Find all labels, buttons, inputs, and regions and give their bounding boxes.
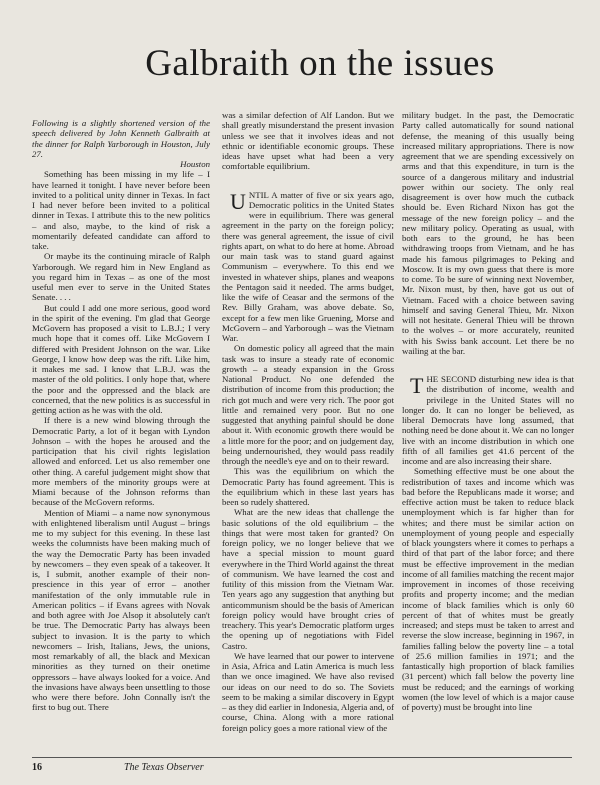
footer-rule — [32, 757, 572, 758]
lead-caps: HE SECOND — [426, 374, 477, 384]
dateline: Houston — [180, 159, 210, 169]
lead-caps: NTIL — [248, 189, 269, 200]
drop-cap: U — [230, 188, 246, 214]
paragraph: What are the new ideas that challenge the basic solutions of the old equilibrium – the things that were most taken for granted? On foreign policy, we no longer believe that we have a special mission to mount guard everywhere in the Third World against the threat of communism. We have learned the cost and futility of this mission from the Vietnam War. Ten years ago any suggestion that anything but anticommunism should be the basis of American foreign policy would have brought cries of treachery. This year's Democratic platform urges the opening up of negotiations with Fidel Castro. — [222, 507, 394, 651]
paragraph: On domestic policy all agreed that the main task was to insure a steady rate of economic growth – a steady expansion in the Gross National Product. No one defended the distribution of income from this production; the rich got much and were very rich. The poor got little and remained very poor. But no one suggested that anything painful should be done about it. With economic growth there would be a little more for the poor; and on judgement day, being undernourished, they would pass readily through the needle's eye and on to their reward. — [222, 343, 394, 466]
paragraph: If there is a new wind blowing through the Democratic Party, a lot of it began with Lyndon Johnson – with the hopes he aroused and the participation that his civil rights legislation allowed and enforced. Let us also remember one other thing. A careful judgement might show that more members of the minority groups were at Miami because of the Johnson reforms than because of the McGovern reforms. — [32, 415, 210, 508]
page-number: 16 — [32, 762, 42, 773]
section-gap — [222, 172, 394, 190]
lead-rest: disturbing new idea is that the distribution of income, wealth and privilege in the United States will no longer do. It can no longer be believed, as liberal Democrats have long assumed, that nothing need be done about it. We can no longer live with an income distribution in which one fifth of all families get 41.6 percent of the income and are also increasing their share. — [402, 374, 574, 466]
section-lead — [402, 374, 574, 466]
paragraph: We have learned that our power to intervene in Asia, Africa and Latin America is much less than we once imagined. We have also revised our ideas on our need to do so. The Soviets seem to be making a similar discovery in Egypt – as they did earlier in Indonesia, Algeria and, of course, China. Along with a more rational foreign policy goes a more rational view of the — [222, 650, 394, 733]
section-lead — [222, 190, 394, 344]
intro-note: Following is a slightly shortened version of the speech delivered by John Kenneth Galbraith at the dinner for Ralph Yarborough in Houston, July 27. — [32, 118, 210, 159]
article-title: Galbraith on the issues — [145, 43, 495, 84]
section-gap — [402, 356, 574, 374]
paragraph: was a similar defection of Alf Landon. But we shall greatly misunderstand the present invasion unless we see that it involves ideas and not ethnic or identifiable economic groups. These ideas have upset what had been a very comfortable equilibrium. — [222, 110, 394, 172]
drop-cap: T — [410, 373, 424, 398]
paragraph: Something has been missing in my life – I have learned it tonight. I have never before been invited to a political unity dinner in Texas. In fact I had never before been invited to a political dinner in Texas. I attribute this to the new politics – and also, maybe, to the kind of risk a momentarily defeated candidate can afford to take. — [32, 169, 210, 251]
column-2 — [222, 110, 394, 733]
paragraph: But could I add one more serious, good word in the spirit of the evening. I'm glad that George McGovern has proposed a visit to L.B.J.; I very much hope that it comes off. Like McGovern I differed with President Johnson on the war. Like George, I know how deep was the rift. Like him, it makes me sad. I know that L.B.J. was the master of the old politics. I only hope that, where the poor and the oppressed and the black are concerned, that the new politics is as successful in getting action as he was with the old. — [32, 302, 210, 415]
lead-rest: A matter of five or six years ago, Democratic politics in the United States were in equilibrium. There was general agreement in the party on the foreign policy; there was general agreement, the issue of civil rights apart, on what to do here at home. Abroad our main task was to stand guard against Communism – everywhere. To this end we invested in whatever ships, planes and weapons the Pentagon said it needed. The arms budget, like the wife of Ceasar and the sermons of the Rev. Billy Graham, was above debate. So, except for a few men like Gruening, Morse and McGovern – and Yarborough – was the Vietnam War. — [222, 189, 394, 343]
paragraph: Mention of Miami – a name now synonymous with enlightened liberalism until August – brings me to my subject for this evening. In these last weeks the columnists have been making much of the way the Democratic Party has been invaded by newcomers – they even speak of a takeover. It is, I submit, another example of their non-prescience in this year of error – another manifestation of the only immutable rule in American politics – if Evans agrees with Novak and both agree with Joe Alsop it absolutely can't be true. The Democratic Party has always been subject to invasion. It is the party to which newcomers – Irish, Italians, Jews, the unions, most remarkably of all, the black and Mexican minorities as they turned on their onetime oppressors – have always looked for a voice. And the invasions have always been unsettling to those who were there before. John Connally isn't the first to bug out. There — [32, 507, 210, 713]
column-3 — [402, 110, 574, 712]
paragraph: This was the equilibrium on which the Democratic Party has found agreement. This is the equilibrium which in these last years has been so rudely shattered. — [222, 466, 394, 507]
publication-name: The Texas Observer — [124, 762, 204, 773]
paragraph: Something effective must be one about the redistribution of taxes and income which was bad before the Republicans made it worse; and effective action must be taken to reduce black unemployment which is far higher than for whites; and there must be similar action on unemployment of young people and especially of black youngsters where it comes to perhaps a third of that part of the labor force; and there must be effective improvement in the median income of all families matching the recent major improvement in incomes of those receiving profits and property income; and the median income of black families which is only 60 percent of that of whites must be greatly increased; and steps must be taken to arrest and reverse the slow increase, beginning in 1967, in families falling below the poverty line – a total of 25.6 million families in 1971; and the fantastically high proportion of black families (31 percent) which fall below the poverty line must be reduced; and the earnings of working women (the low level of which is a major cause of poverty) must be brought into line — [402, 466, 574, 712]
column-1 — [32, 118, 210, 713]
paragraph: military budget. In the past, the Democratic Party called automatically for sound national defense, the meaning of this usually being increased military appropriations. There is now agreement that we are spending excessively on arms and that this expenditure, in turn is the source of a dangerous military and industrial power within our society. The only real disagreement is over how much the cutback should be. Even Richard Nixon has got the message of the new foreign policy – and the new military policy. Operating as usual, with both ears to the ground, he has been withdrawing troops from Vietnam, and he has made his famous pilgrimages to Peking and Moscow. It is my own guess that there is more to come. To be sure of winning next November, Mr. Nixon must, by then, have got us out of Vietnam. Faced with a choice between saving himself and saving General Thieu, Mr. Nixon will not hesitate. General Thieu will be thrown to the wolves – or more accurately, reunited with his Swiss bank account. Let there be no wailing at the bar. — [402, 110, 574, 356]
paragraph: Or maybe its the continuing miracle of Ralph Yarborough. We regard him in New England as you regard him in Texas – as one of the most useful men ever to serve in the United States Senate. . . . — [32, 251, 210, 303]
page-footer — [32, 762, 572, 776]
